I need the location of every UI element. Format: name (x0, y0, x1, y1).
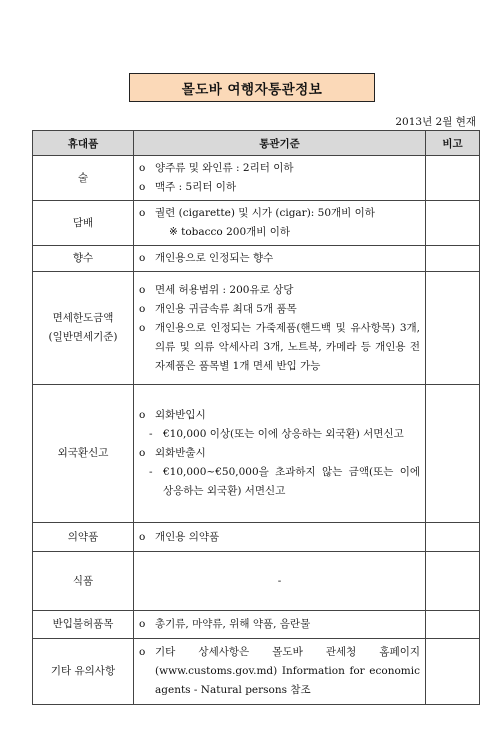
row-criteria (134, 156, 426, 201)
criteria-text: 면세 허용범위 : 200유로 상당 (155, 283, 294, 296)
date-note: 2013년 2월 현재 (395, 116, 476, 128)
criteria-text: 개인용으로 인정되는 향수 (155, 252, 274, 264)
bullet-marker: - (149, 428, 153, 440)
criteria-bullet (139, 159, 420, 178)
bullet-marker: o (139, 162, 146, 174)
criteria-text: €10,000 이상(또는 이에 상응하는 외국환) 서면신고 (163, 428, 404, 440)
table-row (33, 156, 480, 201)
header-remarks: 비고 (426, 131, 480, 156)
row-category (33, 246, 134, 272)
row-category (33, 523, 134, 552)
bullet-marker: o (139, 283, 146, 296)
criteria-text: 외화반출시 (155, 447, 206, 459)
row-remarks (426, 201, 480, 246)
row-category (33, 201, 134, 246)
category-label: 기타 유의사항 (50, 665, 116, 677)
criteria-bullet (139, 178, 420, 197)
row-criteria (134, 611, 426, 639)
row-remarks (426, 385, 480, 523)
criteria-bullet (139, 319, 420, 376)
criteria-bullet (139, 528, 420, 547)
header-criteria: 통관기준 (134, 131, 426, 156)
bullet-marker: o (139, 618, 146, 630)
row-remarks (426, 246, 480, 272)
row-category (33, 611, 134, 639)
category-label: 반입불허품목 (52, 618, 114, 630)
bullet-marker: o (139, 302, 146, 315)
bullet-marker: o (139, 646, 146, 658)
table-row (33, 385, 480, 523)
row-remarks (426, 156, 480, 201)
criteria-empty-dash: - (277, 574, 282, 587)
criteria-note: ※ tobacco 200개비 이하 (169, 226, 291, 238)
row-criteria (134, 246, 426, 272)
table-row (33, 639, 480, 705)
category-label: 면세한도금액 (일반면세기준) (48, 312, 118, 343)
row-criteria (134, 639, 426, 705)
criteria-bullet (139, 204, 420, 223)
customs-table (32, 130, 480, 705)
row-criteria (134, 552, 426, 611)
page-title: 몰도바 여행자통관정보 (129, 73, 375, 102)
criteria-bullet (139, 300, 420, 319)
table-row (33, 201, 480, 246)
criteria-bullet (139, 643, 420, 700)
bullet-marker: - (149, 466, 153, 478)
criteria-text: 총기류, 마약류, 위해 약품, 음란물 (155, 618, 311, 630)
table-row (33, 523, 480, 552)
row-remarks (426, 523, 480, 552)
criteria-subitem (139, 425, 420, 444)
table-row (33, 272, 480, 385)
criteria-bullet (139, 406, 420, 425)
bullet-marker: o (139, 447, 146, 459)
row-remarks (426, 272, 480, 385)
row-remarks (426, 611, 480, 639)
criteria-bullet (139, 281, 420, 300)
criteria-text: 양주류 및 와인류 : 2리터 이하 (155, 162, 294, 174)
row-category (33, 552, 134, 611)
category-label: 의약품 (67, 530, 99, 543)
category-label: 담배 (72, 216, 94, 229)
bullet-marker: o (139, 207, 146, 219)
criteria-bullet (139, 444, 420, 463)
row-category (33, 385, 134, 523)
header-item: 휴대품 (33, 131, 134, 156)
row-criteria (134, 385, 426, 523)
bullet-marker: o (139, 530, 146, 543)
row-criteria (134, 272, 426, 385)
criteria-text: 기타 상세사항은 몰도바 관세청 홈페이지(www.customs.gov.md) Information for economic agents - Natural persons 참조 (155, 646, 420, 696)
table-row (33, 246, 480, 272)
criteria-text: 외화반입시 (155, 409, 206, 421)
category-label: 향수 (72, 252, 94, 264)
row-category (33, 272, 134, 385)
criteria-bullet (139, 615, 420, 634)
criteria-text: 개인용으로 인정되는 가죽제품(핸드백 및 유사항목) 3개, 의류 및 의류 악세사리 3개, 노트북, 카메라 등 개인용 전자제품은 품목별 1개 면세 반입 가능 (155, 321, 420, 372)
criteria-text: 궐련 (cigarette) 및 시가 (cigar): 50개비 이하 (155, 207, 375, 219)
bullet-marker: o (139, 181, 146, 193)
bullet-marker: o (139, 409, 146, 421)
bullet-marker: o (139, 252, 146, 264)
criteria-text: 맥주 : 5리터 이하 (155, 181, 237, 193)
category-label: 식품 (72, 574, 94, 587)
category-label: 외국환신고 (57, 447, 109, 459)
criteria-bullet (139, 249, 420, 268)
bullet-marker: o (139, 321, 146, 334)
criteria-text: 개인용 의약품 (155, 530, 220, 543)
row-criteria (134, 523, 426, 552)
row-criteria (134, 201, 426, 246)
table-row (33, 611, 480, 639)
criteria-subitem (139, 463, 420, 501)
table-header-row (33, 131, 480, 156)
category-label: 술 (77, 171, 89, 184)
row-remarks (426, 639, 480, 705)
row-category (33, 156, 134, 201)
table-row (33, 552, 480, 611)
row-category (33, 639, 134, 705)
criteria-text: €10,000~€50,000을 초과하지 않는 금액(또는 이에 상응하는 외국환) 서면신고 (163, 466, 420, 497)
criteria-text: 개인용 귀금속류 최대 5개 품목 (155, 302, 297, 315)
row-remarks (426, 552, 480, 611)
